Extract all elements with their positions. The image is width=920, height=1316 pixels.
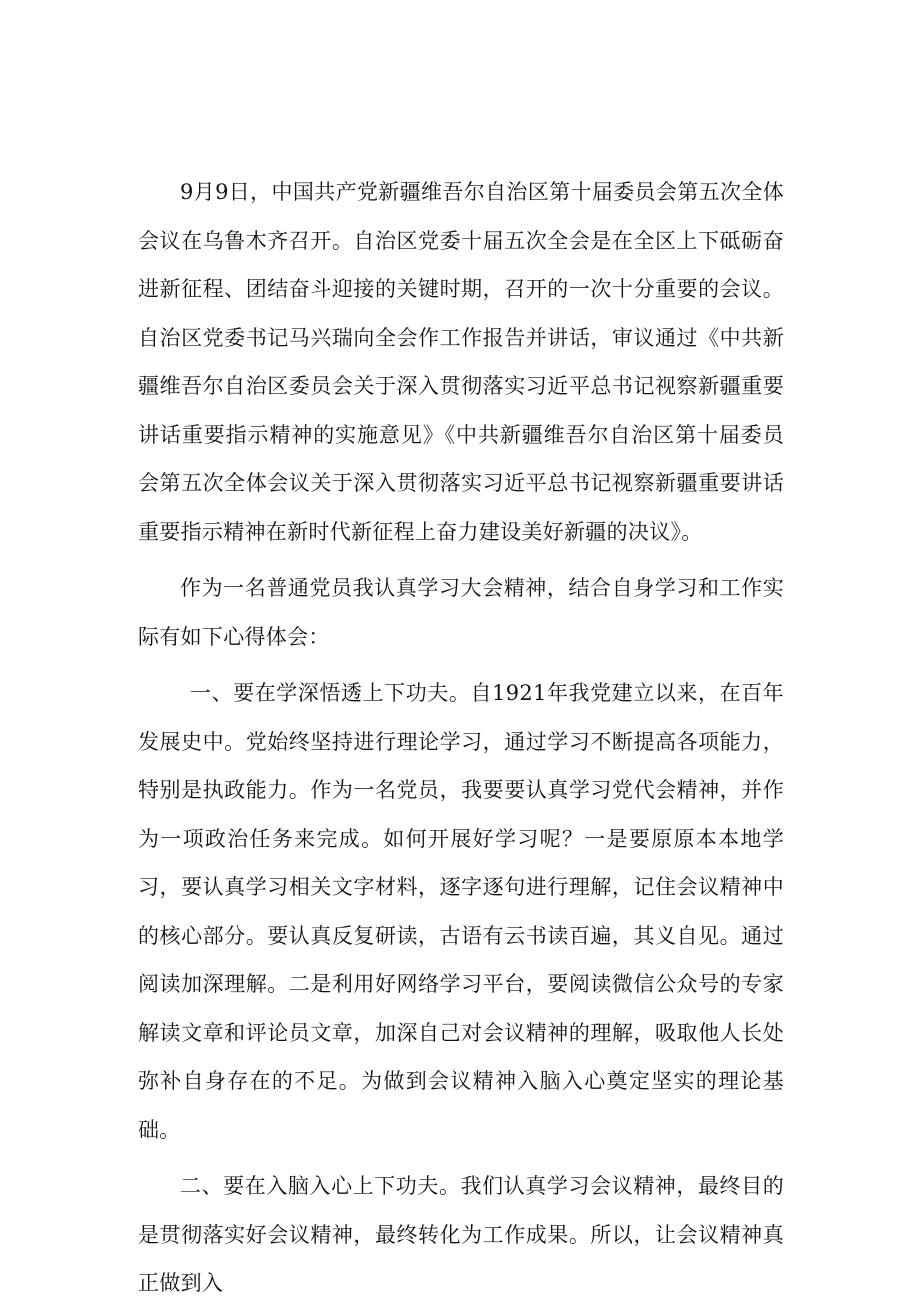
paragraph-meeting-summary: 9月9日，中国共产党新疆维吾尔自治区第十届委员会第五次全体会议在乌鲁木齐召开。自治区党委十届五次全会是在全区上下砥砺奋进新征程、团结奋斗迎接的关键时期，召开的一次十分重要的会议。自治区党委书记马兴瑞向全会作工作报告并讲话，审议通过《中共新疆维吾尔自治区委员会关于深入贯彻落实习近平总书记视察新疆重要讲话重要指示精神的实施意见》《中共新疆维吾尔自治区第十届委员会第五次全体会议关于深入贯彻落实习近平总书记视察新疆重要讲话重要指示精神在新时代新征程上奋力建设美好新疆的决议》。 bbox=[138, 180, 784, 544]
document-body bbox=[138, 168, 784, 1316]
paragraph-introduction: 作为一名普通党员我认真学习大会精神，结合自身学习和工作实际有如下心得体会： bbox=[138, 576, 784, 649]
paragraph-point-one: 一、要在学深悟透上下功夫。自1921年我党建立以来，在百年发展史中。党始终坚持进行理论学习，通过学习不断提高各项能力，特别是执政能力。作为一名党员，我要要认真学习党代会精神，并作为一项政治任务来完成。如何开展好学习呢？一是要原原本本地学习，要认真学习相关文字材料，逐字逐句进行理解，记住会议精神中的核心部分。要认真反复研读，古语有云书读百遍，其义自见。通过阅读加深理解。二是利用好网络学习平台，要阅读微信公众号的专家解读文章和评论员文章，加深自己对会议精神的理解，吸取他人长处弥补自身存在的不足。为做到会议精神入脑入心奠定坚实的理论基础。 bbox=[138, 681, 784, 1142]
paragraph-point-two: 二、要在入脑入心上下功夫。我们认真学习会议精神，最终目的是贯彻落实好会议精神，最终转化为工作成果。所以，让会议精神真正做到入 bbox=[138, 1174, 784, 1295]
